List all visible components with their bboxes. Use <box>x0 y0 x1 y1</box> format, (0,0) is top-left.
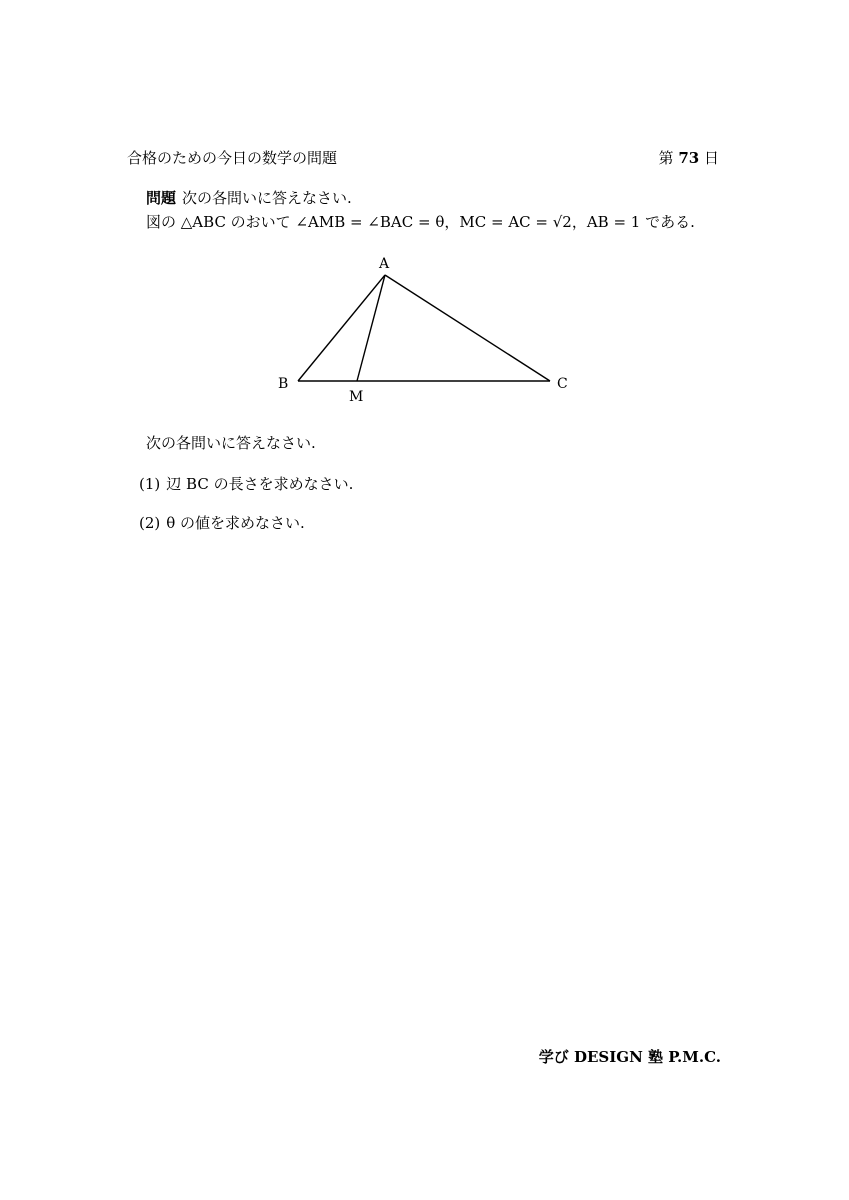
vertex-label-a: A <box>379 256 390 272</box>
question-text: θ の値を求めなさい. <box>166 514 305 532</box>
problem-statement: 図の △ABC のおいて ∠AMB = ∠BAC = θ，MC = AC = √2，AB = 1 である. <box>146 213 695 231</box>
day-number: 73 <box>678 149 700 167</box>
point-label-m: M <box>349 389 364 405</box>
footer-brand: 学び DESIGN 塾 P.M.C. <box>538 1048 721 1066</box>
question-2 <box>139 512 305 533</box>
problem-intro: 次の各問いに答えなさい. <box>182 189 352 207</box>
problem-label: 問題 <box>146 189 177 207</box>
question-number: (2) <box>139 514 161 532</box>
day-indicator <box>659 147 719 168</box>
side-ac <box>385 275 550 381</box>
instruction-text: 次の各問いに答えなさい. <box>146 434 316 452</box>
question-1 <box>139 473 353 494</box>
triangle-figure <box>270 250 590 410</box>
vertex-label-b: B <box>278 376 289 392</box>
vertex-label-c: C <box>557 376 568 392</box>
problem-heading <box>146 187 352 208</box>
question-number: (1) <box>139 475 161 493</box>
side-ab <box>298 275 385 381</box>
page-title: 合格のための今日の数学の問題 <box>127 149 338 167</box>
question-text: 辺 BC の長さを求めなさい. <box>166 475 354 493</box>
segment-am <box>357 275 385 381</box>
day-prefix: 第 <box>658 149 674 167</box>
day-suffix: 日 <box>703 149 719 167</box>
